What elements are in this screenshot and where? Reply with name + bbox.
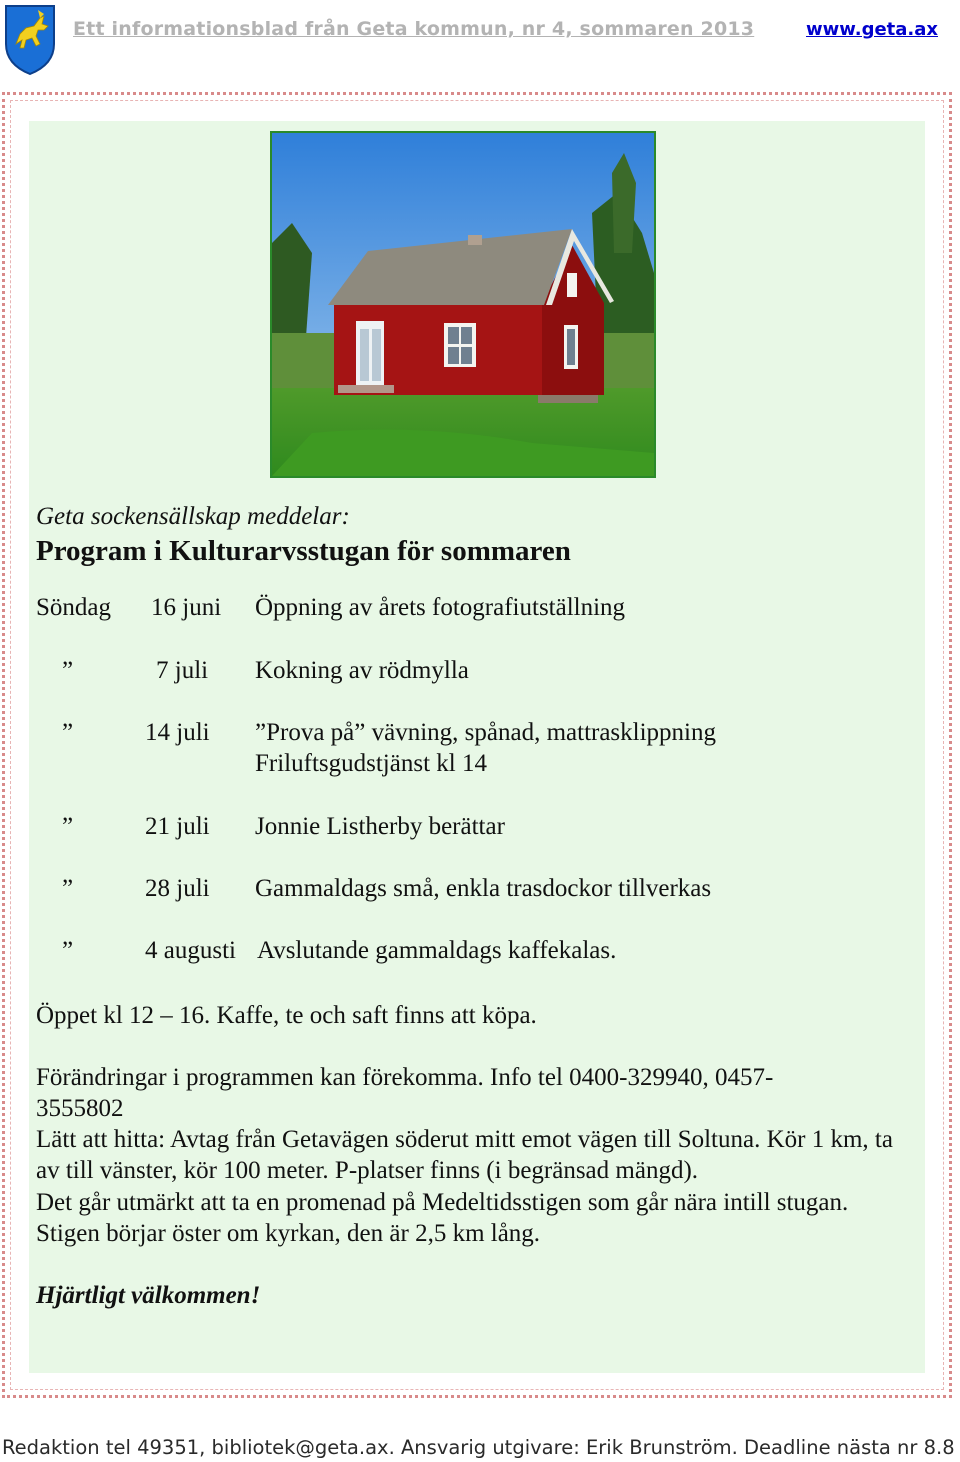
schedule-day: ” [62,937,74,964]
newsletter-title: Ett informationsblad från Geta kommun, nr 4, sommaren 2013 [73,18,755,40]
schedule-date: 4 augusti [145,937,236,964]
schedule-date: 7 juli [156,657,209,684]
red-cottage-photo [270,131,656,478]
schedule-day: ” [62,813,74,840]
schedule-event: Kokning av rödmylla [255,657,469,684]
walk-text: Det går utmärkt att ta en promenad på Medeltidsstigen som går nära intill stugan. Stigen börjar öster om kyrkan, den är 2,5 km lång. [36,1189,849,1247]
article-subtitle: Geta sockensällskap meddelar: [36,503,350,530]
schedule-date: 28 juli [145,875,210,902]
directions-text: Lätt att hitta: Avtag från Getavägen söderut mitt emot vägen till Soltuna. Kör 1 km, ta av till vänster, kör 100 meter. P-platser finns (i begränsad mängd). [36,1126,893,1184]
schedule-day: ” [62,875,74,902]
schedule-date: 14 juli [145,719,210,746]
schedule-event: Jonnie Listherby berättar [255,813,505,840]
website-link[interactable]: www.geta.ax [806,19,939,40]
article-title: Program i Kulturarvsstugan för sommaren [36,535,571,567]
page-footer: Redaktion tel 49351, bibliotek@geta.ax. Ansvarig utgivare: Erik Brunström. Deadline nästa nr 8.8 [2,1436,955,1459]
schedule-event-extra: Friluftsgudstjänst kl 14 [255,750,487,777]
info-text: Förändringar i programmen kan förekomma. Info tel 0400-329940, 0457-3555802 [36,1064,774,1122]
open-hours-text: Öppet kl 12 – 16. Kaffe, te och saft finns att köpa. [36,1002,537,1029]
schedule-event: Avslutande gammaldags kaffekalas. [257,937,617,964]
schedule-day: Söndag [36,594,111,621]
schedule-date: 21 juli [145,813,210,840]
schedule-date: 16 juni [151,594,222,621]
welcome-text: Hjärtligt välkommen! [36,1282,261,1309]
schedule-event: ”Prova på” vävning, spånad, mattrasklippning [255,719,716,746]
schedule-day: ” [62,719,74,746]
schedule-event: Öppning av årets fotografiutställning [255,594,626,621]
geta-coat-of-arms-icon [4,4,56,76]
page-header [0,0,960,80]
schedule-event: Gammaldags små, enkla trasdockor tillverkas [255,875,712,902]
schedule-day: ” [62,657,74,684]
